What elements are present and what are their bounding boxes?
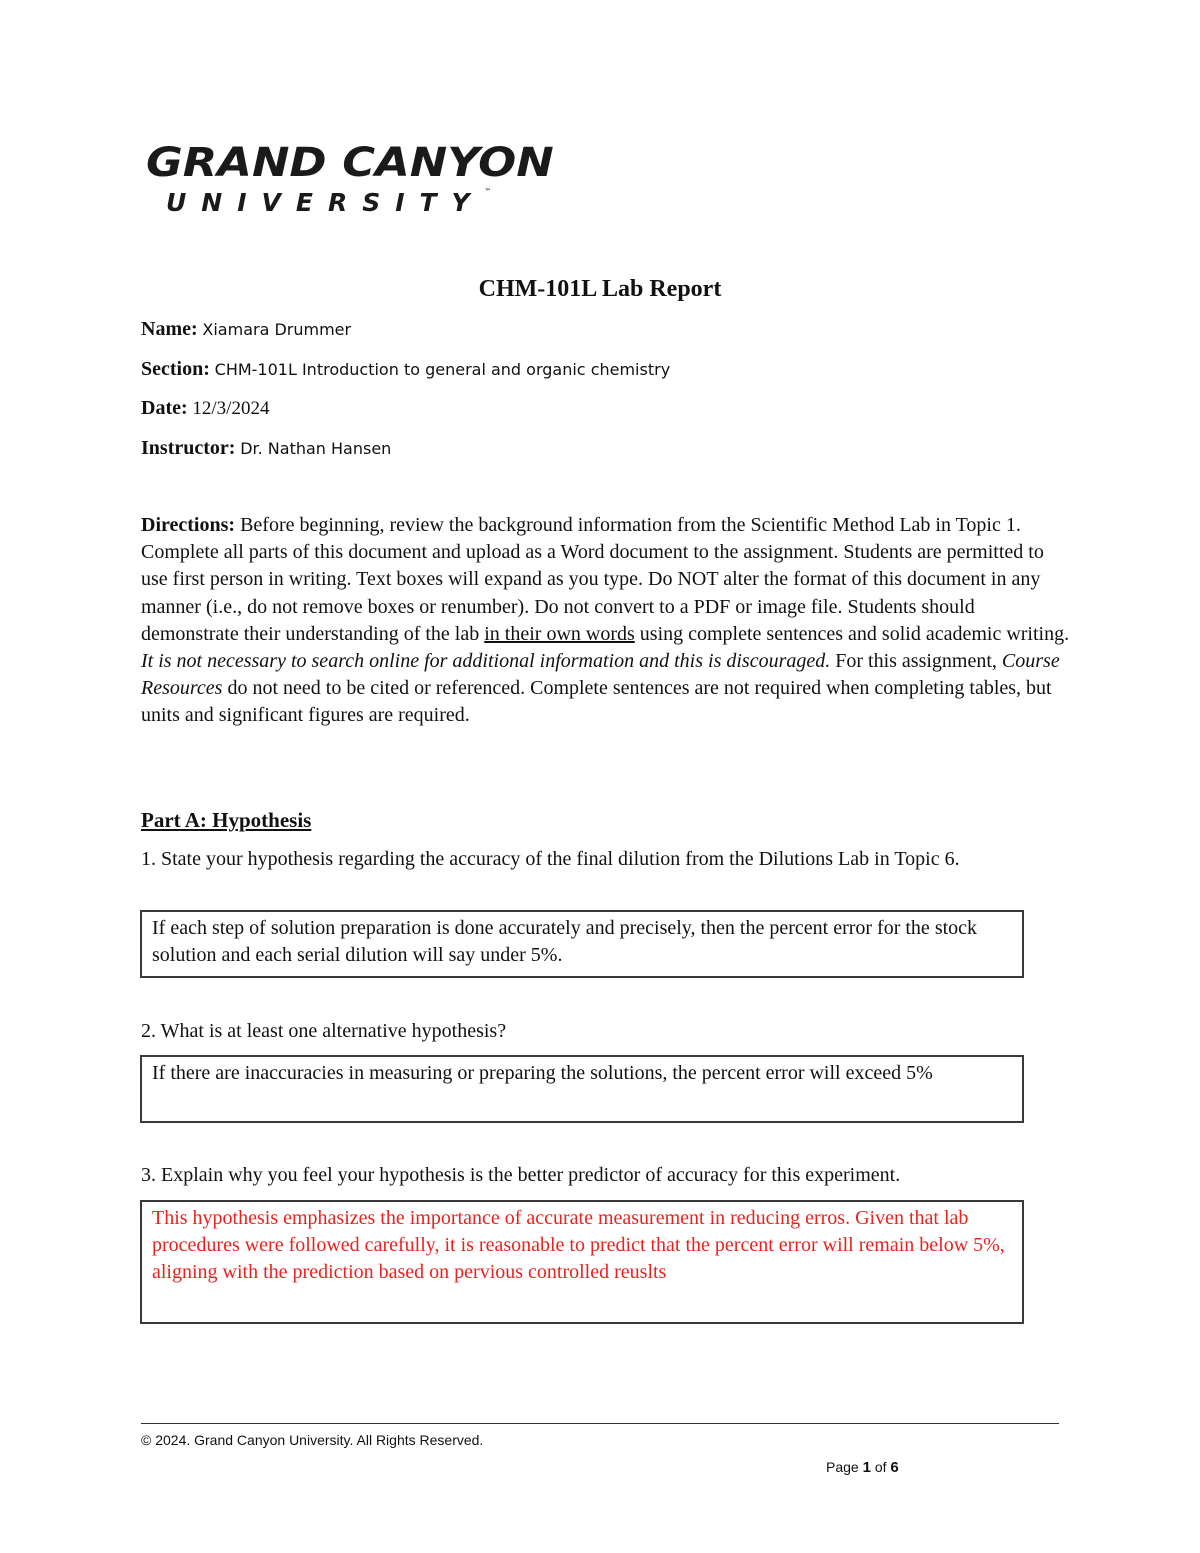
page-current: 1 — [862, 1459, 871, 1476]
directions-text-1: Before beginning, review the background information from the Scientific Method Lab in Topic 1. Complete all parts of this document and upload as a Word document to the assignment. Students are permitted to use first person in writing. Text boxes will expand as you type. Do NOT alter the format of this document in any manner (i.e., do not remove boxes or renumber). Do not convert to a PDF or image file. Students should demonstrate their understanding of the lab — [141, 514, 1044, 645]
section-row — [141, 358, 670, 381]
question-1: 1. State your hypothesis regarding the accuracy of the final dilution from the Dilutions Lab in Topic 6. — [141, 848, 960, 870]
section-value: CHM-101L Introduction to general and organic chemistry — [214, 360, 671, 379]
name-label: Name: — [141, 318, 198, 340]
footer-copyright: © 2024. Grand Canyon University. All Rights Reserved. — [141, 1432, 484, 1448]
name-value: Xiamara Drummer — [202, 320, 352, 339]
page-total: 6 — [890, 1459, 899, 1476]
part-a-heading: Part A: Hypothesis — [141, 808, 312, 832]
page-of: of — [870, 1459, 891, 1475]
answer-box-2[interactable]: If there are inaccuracies in measuring or preparing the solutions, the percent error will exceed 5% — [140, 1055, 1024, 1123]
directions-paragraph — [141, 512, 1071, 730]
footer-divider — [141, 1423, 1059, 1424]
answer-box-1[interactable]: If each step of solution preparation is done accurately and precisely, then the percent error for the stock solution and each serial dilution will say under 5%. — [140, 910, 1024, 978]
page-number — [826, 1459, 899, 1476]
directions-text-2: using complete sentences and solid academic writing. — [634, 622, 1070, 645]
directions-italic-1: It is not necessary to search online for additional information and this is discouraged. — [141, 650, 831, 673]
directions-label: Directions: — [141, 514, 236, 536]
section-label: Section: — [141, 358, 210, 380]
logo-wordmark-top: GRAND CANYON — [146, 140, 554, 186]
question-2: 2. What is at least one alternative hypothesis? — [141, 1020, 507, 1042]
instructor-value: Dr. Nathan Hansen — [240, 439, 392, 458]
question-3: 3. Explain why you feel your hypothesis is the better predictor of accuracy for this experiment. — [141, 1164, 901, 1186]
page-prefix: Page — [826, 1459, 863, 1475]
trademark-symbol: ™ — [484, 188, 491, 195]
page-title: CHM-101L Lab Report — [478, 276, 722, 302]
logo-wordmark-bottom: UNIVERSITY™ — [166, 188, 491, 217]
instructor-row — [141, 437, 391, 460]
directions-text-4: do not need to be cited or referenced. Complete sentences are not required when completing tables, but units and significant figures are required. — [141, 677, 1052, 727]
name-row — [141, 318, 351, 341]
directions-text-3: For this assignment, — [830, 650, 1002, 673]
answer-box-3[interactable]: This hypothesis emphasizes the importance of accurate measurement in reducing erros. Given that lab procedures were followed carefully, it is reasonable to predict that the percent error will remain below 5%, aligning with the prediction based on pervious controlled reuslts — [140, 1200, 1024, 1324]
date-row — [141, 397, 269, 420]
instructor-label: Instructor: — [141, 437, 236, 459]
date-label: Date: — [141, 397, 188, 419]
directions-underlined: in their own words — [484, 622, 635, 645]
directions-italic-2: Course Resources — [141, 650, 1060, 700]
date-value: 12/3/2024 — [192, 398, 270, 419]
